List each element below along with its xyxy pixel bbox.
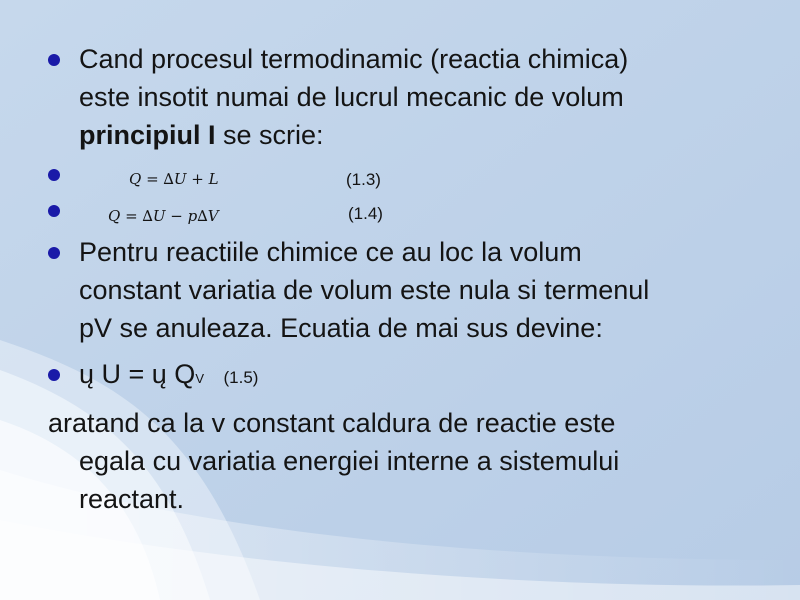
bullet-line: constant variatia de volum este nula si termenul (79, 275, 650, 305)
equation-subscript: V (195, 371, 204, 386)
equation-number: (1.4) (348, 204, 383, 223)
bold-term: principiul I (79, 120, 216, 150)
equation-formula: Q = ∆U − p∆V (108, 207, 219, 225)
bullet-line: pV se anuleaza. Ecuatia de mai sus devine: (79, 313, 603, 343)
equation-number: (1.3) (346, 170, 381, 189)
paragraph-line: aratand ca la v constant caldura de reactie este (48, 408, 616, 438)
bullet-dot-icon (48, 247, 60, 259)
bullet-dot-icon (48, 369, 60, 381)
bullet-line: se scrie: (215, 120, 324, 150)
bullet-line: Cand procesul termodinamic (reactia chimica) (79, 44, 629, 74)
equation-formula: Q = ∆U + L (129, 170, 219, 188)
paragraph-line: reactant. (79, 484, 185, 514)
bullet-dot-icon (48, 205, 60, 217)
equation-formula: ų U = ų Q (79, 359, 196, 389)
paragraph-line: egala cu variatia energiei interne a sistemului (79, 446, 620, 476)
conclusion-paragraph (48, 404, 768, 518)
bullet-line: este insotit numai de lucrul mecanic de volum (79, 82, 624, 112)
bullet-dot-icon (48, 169, 60, 181)
equation-number: (1.5) (223, 368, 259, 387)
bullet-dot-icon (48, 54, 60, 66)
bullet-line: Pentru reactiile chimice ce au loc la volum (79, 237, 582, 267)
